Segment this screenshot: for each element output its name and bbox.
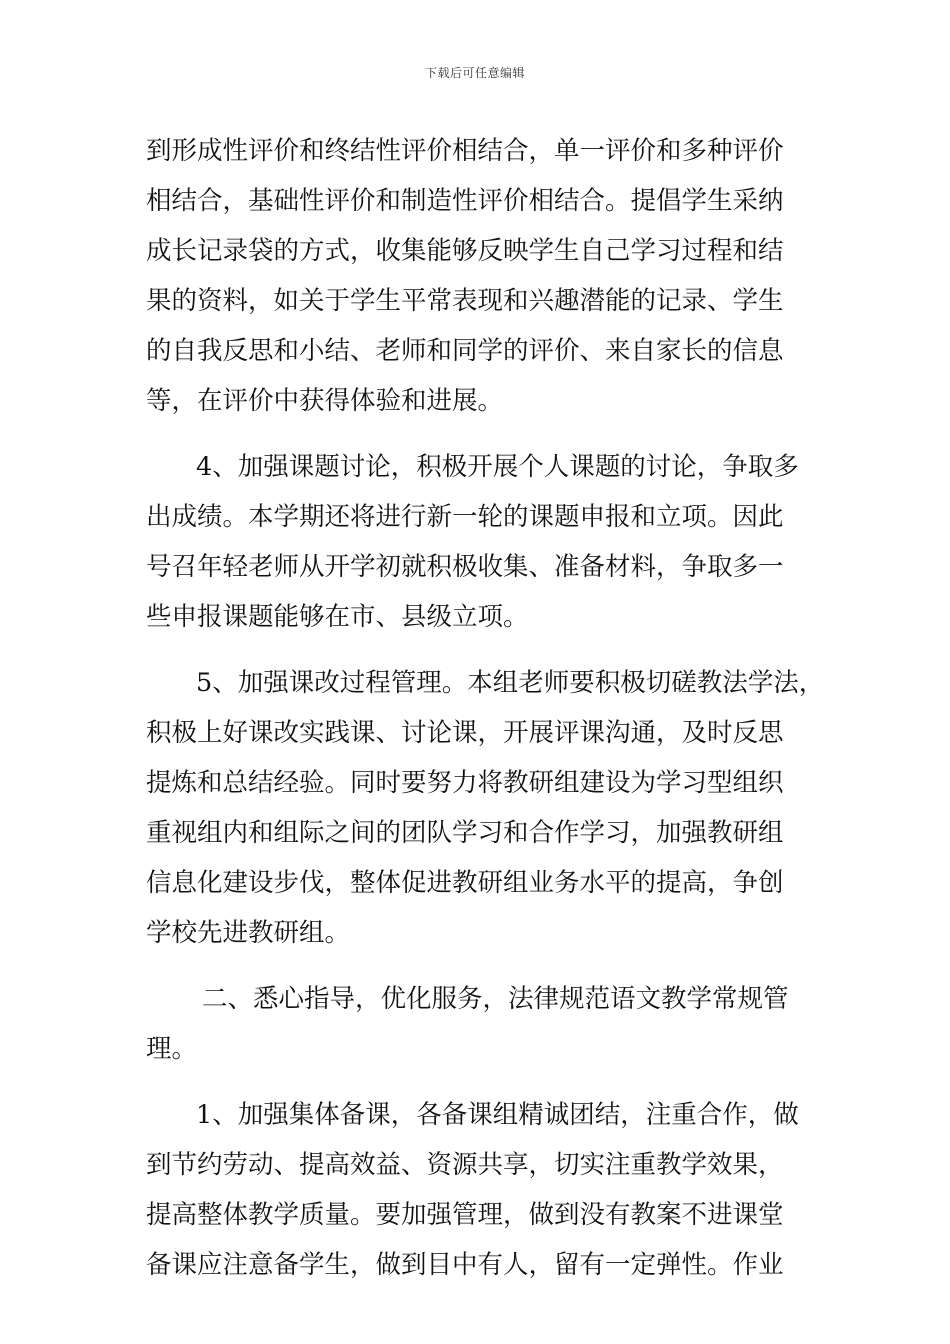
text-line: 的自我反思和小结、老师和同学的评价、来自家长的信息 — [146, 336, 784, 366]
text-line: 备课应注意备学生，做到目中有人，留有一定弹性。作业 — [146, 1250, 784, 1280]
document-body — [146, 126, 825, 1290]
text-line: 学校先进教研组。 — [146, 918, 351, 948]
section-heading — [146, 974, 811, 1074]
paragraph — [146, 1090, 811, 1290]
text-line: 出成绩。本学期还将进行新一轮的课题申报和立项。因此 — [146, 502, 784, 532]
text-line: 4、加强课题讨论，积极开展个人课题的讨论，争取多 — [196, 452, 799, 482]
text-line: 成长记录袋的方式，收集能够反映学生自己学习过程和结 — [146, 236, 784, 266]
text-line: 理。 — [146, 1034, 198, 1064]
text-line: 到节约劳动、提高效益、资源共享，切实注重教学效果， — [146, 1150, 784, 1180]
text-line: 相结合，基础性评价和制造性评价相结合。提倡学生采纳 — [146, 186, 784, 216]
text-line: 信息化建设步伐，整体促进教研组业务水平的提高，争创 — [146, 868, 784, 898]
paragraph — [146, 126, 811, 426]
text-line: 果的资料，如关于学生平常表现和兴趣潜能的记录、学生 — [146, 286, 784, 316]
text-line: 二、悉心指导，优化服务，法律规范语文教学常规管 — [202, 984, 789, 1014]
page-header: 下载后可任意编辑 — [424, 66, 525, 80]
text-line: 5、加强课改过程管理。本组老师要积极切磋教法学法， — [196, 668, 825, 698]
text-line: 重视组内和组际之间的团队学习和合作学习，加强教研组 — [146, 818, 784, 848]
text-line: 些申报课题能够在市、县级立项。 — [146, 602, 529, 632]
text-line: 到形成性评价和终结性评价相结合，单一评价和多种评价 — [146, 136, 784, 166]
text-line: 等，在评价中获得体验和进展。 — [146, 386, 504, 416]
paragraph — [146, 658, 825, 958]
text-line: 号召年轻老师从开学初就积极收集、准备材料，争取多一 — [146, 552, 784, 582]
text-line: 提炼和总结经验。同时要努力将教研组建设为学习型组织 — [146, 768, 784, 798]
text-line: 积极上好课改实践课、讨论课，开展评课沟通，及时反思 — [146, 718, 784, 748]
text-line: 提高整体教学质量。要加强管理，做到没有教案不进课堂 — [146, 1200, 784, 1230]
paragraph — [146, 442, 811, 642]
text-line: 1、加强集体备课，各备课组精诚团结，注重合作，做 — [196, 1100, 799, 1130]
